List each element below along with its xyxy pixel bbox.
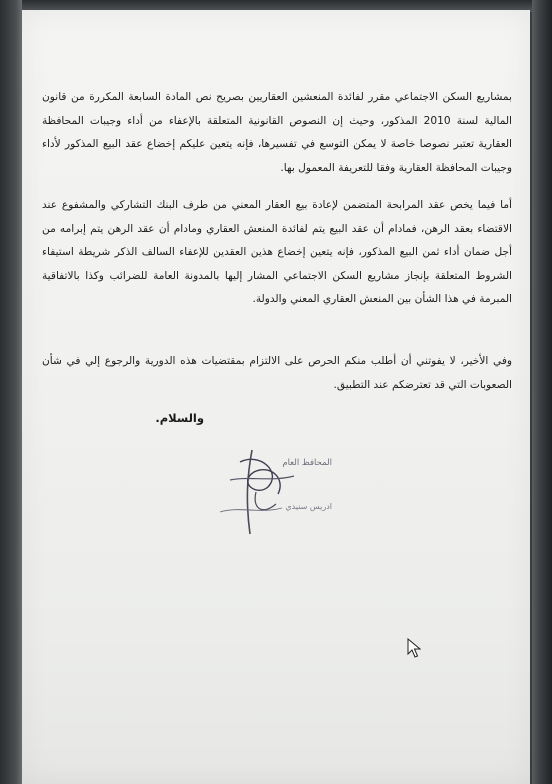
signature-scribble	[190, 442, 340, 542]
monitor-bezel-right	[532, 0, 552, 784]
paragraph-1: بمشاريع السكن الاجتماعي مقرر لفائدة المنعشين العقاريين بصريح نص المادة السابعة المكررة من قانون المالية لسنة 2010 المذكور، وحيث إن النصوص القانونية المتعلقة بالإعفاء من أداء وجيبات المحافظة العقارية تعتبر نصوصا خاصة لا يمكن التوسع في تفسيرها، فإنه يتعين عليكم إخضاع عقد البيع المذكور لأداء وجيبات المحافظة العقارية وفقا للتعريفة المعمول بها.	[42, 91, 512, 174]
stamp-name-line: المحافظ العام	[282, 458, 332, 468]
mouse-cursor-icon	[407, 638, 421, 658]
stamp-title-line: ادريس سنيدي	[285, 502, 332, 511]
closing-salutation: والسلام.	[155, 411, 204, 425]
paragraph-3: وفي الأخير، لا يفوتني أن أطلب منكم الحرص على الالتزام بمقتضيات هذه الدورية والرجوع إلي في شأن الصعوبات التي قد تعترضكم عند التطبيق.	[42, 355, 512, 391]
signature-stamp	[190, 442, 340, 542]
monitor-bezel-left	[0, 0, 22, 784]
paragraph-2: أما فيما يخص عقد المرابحة المتضمن لإعادة بيع العقار المعني من طرف البنك التشاركي والمشفوع عند الاقتضاء بعقد الرهن، فمادام أن عقد البيع يتم لفائدة المنعش العقاري ومادام أن عقد الرهن يتم إبرامه من أجل ضمان أداء ثمن البيع المذكور، فإنه يتعين إخضاع هذين العقدين للإعفاء السالف الذكر شريطة استيفاء الشروط المتعلقة بإنجاز مشاريع السكن الاجتماعي المشار إليها بالمدونة العامة للضرائب وكذا بالاتفاقية المبرمة في هذا الشأن بين المنعش العقاري المعني والدولة.	[42, 199, 512, 305]
document-page	[22, 10, 530, 784]
